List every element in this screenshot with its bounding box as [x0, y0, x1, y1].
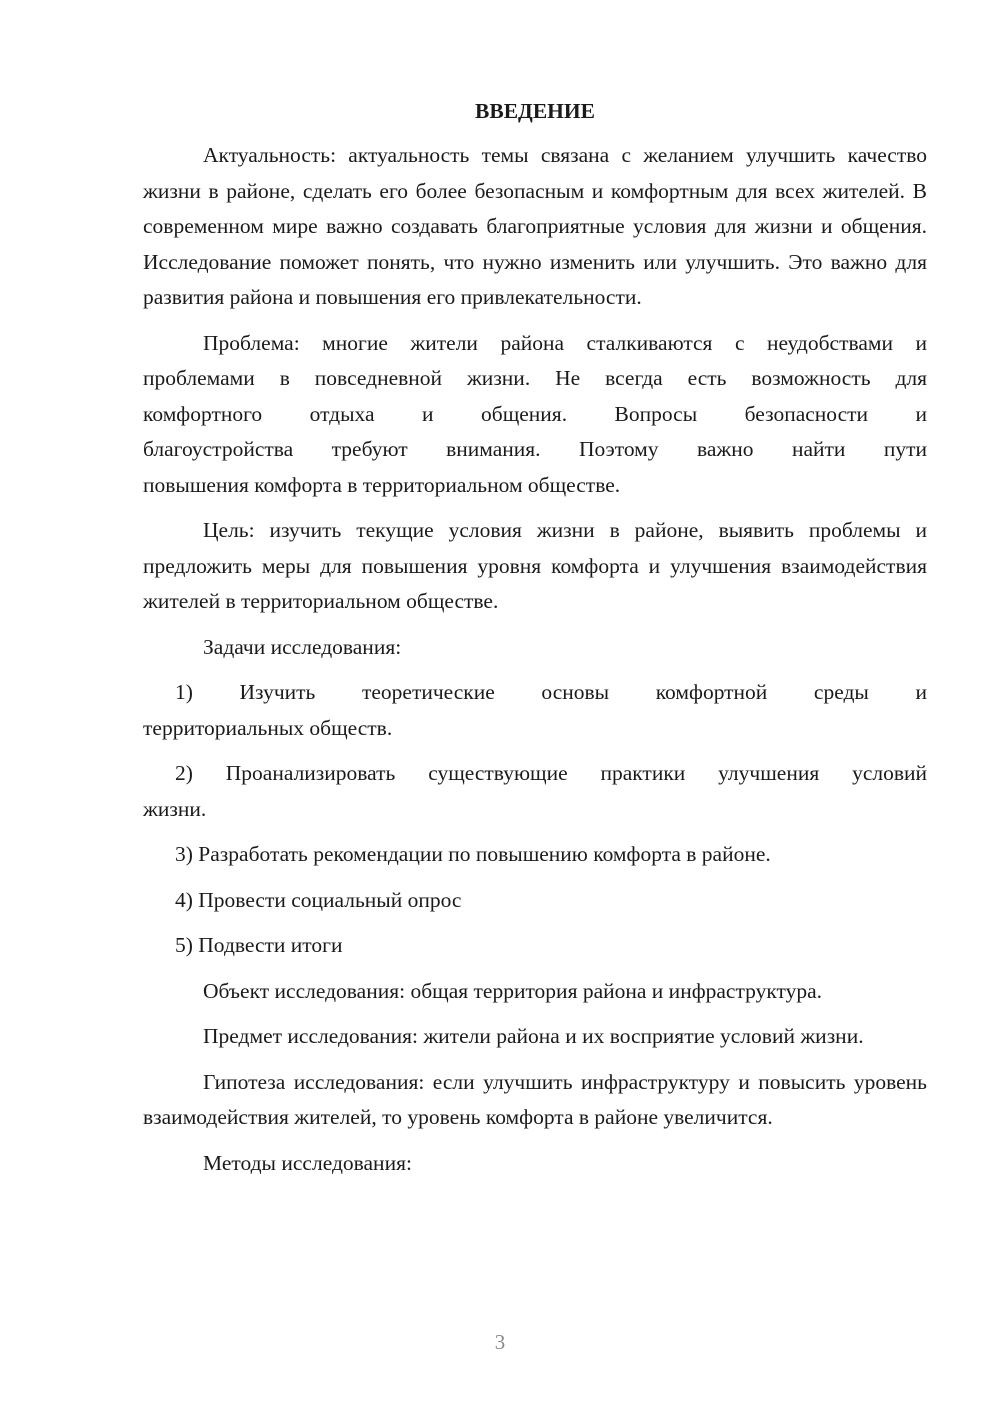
- problem-line: благоустройства требуют внимания. Поэтому важно найти пути: [143, 437, 927, 461]
- task-line: 2) Проанализировать существующие практики улучшения условий: [175, 761, 927, 785]
- task-item: [143, 928, 927, 964]
- hypothesis-paragraph: Гипотеза исследования: если улучшить инфраструктуру и повысить уровень взаимодействия жителей, то уровень комфорта в районе увеличится.: [143, 1069, 927, 1129]
- problem-paragraph: [143, 326, 927, 504]
- task-line: 4) Провести социальный опрос: [175, 887, 462, 912]
- page-number: 3: [494, 1330, 506, 1354]
- goal-paragraph: Цель: изучить текущие условия жизни в районе, выявить проблемы и предложить меры для повышения уровня комфорта и улучшения взаимодействия жителей в территориальном обществе.: [143, 518, 927, 613]
- task-item: [143, 675, 927, 746]
- subject-paragraph: Предмет исследования: жители района и их восприятие условий жизни.: [203, 1024, 864, 1048]
- task-line: жизни.: [143, 796, 207, 821]
- task-item: [143, 883, 927, 919]
- problem-line: комфортного отдыха и общения. Вопросы безопасности и: [143, 401, 927, 426]
- problem-line: проблемами в повседневной жизни. Не всегда есть возможность для: [143, 366, 927, 390]
- task-line: 5) Подвести итоги: [175, 933, 343, 957]
- relevance-paragraph: Актуальность: актуальность темы связана с желанием улучшить качество жизни в районе, сделать его более безопасным и комфортным для всех жителей. В современном мире важно создавать благоприятные условия для жизни и общения. Исследование поможет понять, что нужно изменить или улучшить. Это важно для развития района и повышения его привлекательности.: [143, 143, 927, 309]
- methods-heading: Методы исследования:: [203, 1150, 412, 1175]
- problem-line: Проблема: многие жители района сталкиваются с неудобствами и: [203, 330, 927, 355]
- task-line: территориальных обществ.: [143, 715, 393, 740]
- problem-line: повышения комфорта в территориальном обществе.: [143, 472, 621, 497]
- task-item: [143, 837, 927, 873]
- task-line: 3) Разработать рекомендации по повышению комфорта в районе.: [175, 842, 771, 866]
- tasks-heading: Задачи исследования:: [203, 634, 402, 659]
- page-content: [143, 94, 927, 1181]
- task-item: [143, 756, 927, 827]
- object-paragraph: Объект исследования: общая территория района и инфраструктура.: [203, 978, 823, 1003]
- page-title: ВВЕДЕНИЕ: [475, 99, 595, 123]
- task-line: 1) Изучить теоретические основы комфортной среды и: [175, 680, 927, 704]
